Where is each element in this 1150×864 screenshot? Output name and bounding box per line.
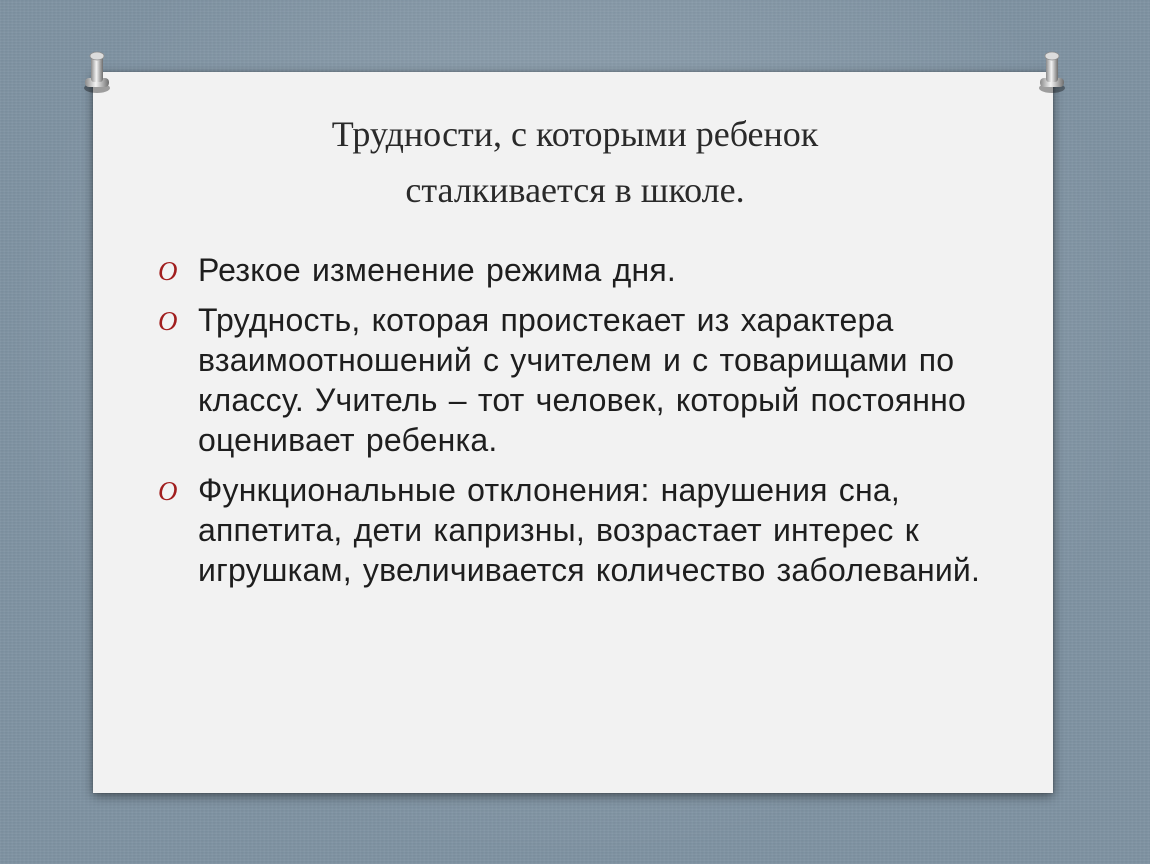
slide-title <box>0 106 1150 218</box>
slide-title-line-2: сталкивается в школе. <box>405 170 745 210</box>
bullet-item-1 <box>158 250 998 290</box>
bullet-text-2: Трудность, которая проистекает из характера взаимоотношений с учителем и с товарищами по классу. Учитель – тот человек, который постоянно оценивает ребенка. <box>198 302 967 458</box>
bullet-text-1: Резкое изменение режима дня. <box>198 252 676 288</box>
bullet-marker-icon: O <box>158 256 178 286</box>
pin-icon-right <box>1037 48 1067 94</box>
bullet-item-3 <box>158 470 998 590</box>
bullet-list <box>158 250 998 600</box>
slide-title-line-1: Трудности, с которыми ребенок <box>331 114 819 154</box>
bullet-marker-icon: O <box>158 306 178 336</box>
bullet-marker-icon: O <box>158 476 178 506</box>
bullet-item-2 <box>158 300 998 460</box>
pin-icon-left <box>82 48 112 94</box>
bullet-text-3: Функциональные отклонения: нарушения сна, аппетита, дети капризны, возрастает интерес к игрушкам, увеличивается количество заболеваний. <box>198 472 981 588</box>
